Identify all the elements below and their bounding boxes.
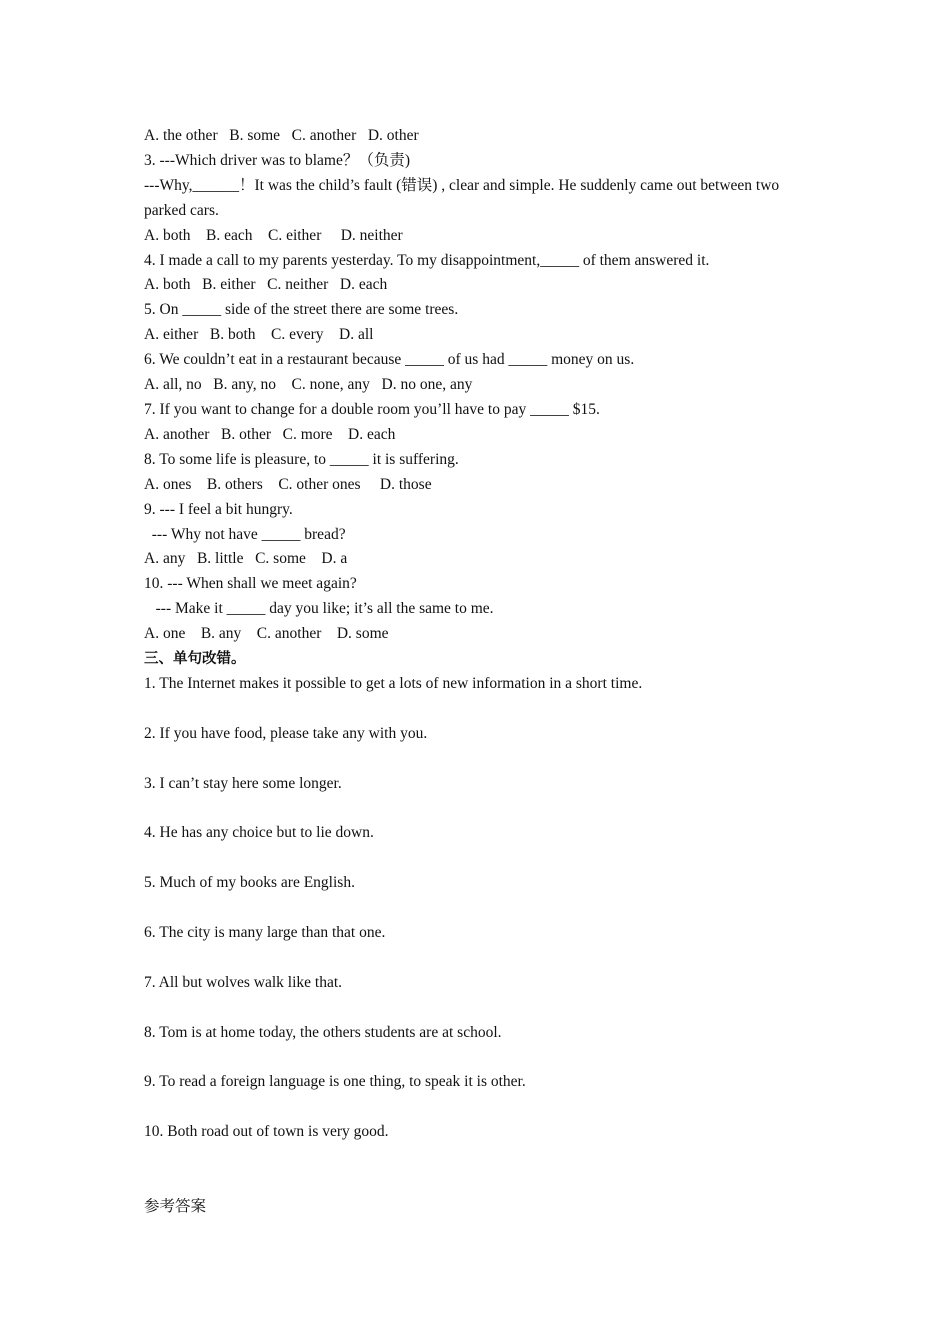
question-line: 5. On _____ side of the street there are some trees. — [144, 301, 459, 319]
answer-gap — [144, 846, 814, 871]
answer-gap — [144, 946, 814, 971]
options-line: A. one B. any C. another D. some — [144, 625, 389, 643]
answer-gap — [144, 1095, 814, 1120]
correction-item: 1. The Internet makes it possible to get a lots of new information in a short time. — [144, 674, 643, 692]
question-line: 3. ---Which driver was to blame？（负责) — [144, 151, 411, 169]
question-line: 8. To some life is pleasure, to _____ it is suffering. — [144, 450, 459, 468]
question-line: ---Why,______！It was the child’s fault (错误) , clear and simple. He suddenly came out between two parked cars. — [144, 176, 784, 219]
correction-item: 5. Much of my books are English. — [144, 874, 355, 892]
correction-item: 10. Both road out of town is very good. — [144, 1123, 389, 1141]
correction-item: 3. I can’t stay here some longer. — [144, 774, 342, 792]
options-line: A. either B. both C. every D. all — [144, 326, 374, 344]
question-line: 6. We couldn’t eat in a restaurant because _____ of us had _____ money on us. — [144, 351, 635, 369]
question-line: 9. --- I feel a bit hungry. — [144, 500, 293, 518]
answer-gap — [144, 896, 814, 921]
options-line: A. any B. little C. some D. a — [144, 550, 348, 568]
question-line: 4. I made a call to my parents yesterday. To my disappointment,_____ of them answered it. — [144, 251, 710, 269]
correction-item: 6. The city is many large than that one. — [144, 923, 386, 941]
answer-gap — [144, 996, 814, 1021]
options-line: A. another B. other C. more D. each — [144, 425, 396, 443]
answer-gap — [144, 796, 814, 821]
answer-key-title: 参考答案 — [144, 1198, 207, 1215]
correction-item: 8. Tom is at home today, the others students are at school. — [144, 1023, 502, 1041]
options-line: A. both B. each C. either D. neither — [144, 226, 403, 244]
answer-gap — [144, 697, 814, 722]
document-content — [144, 124, 814, 1145]
answer-gap — [144, 747, 814, 772]
question-line: 7. If you want to change for a double room you’ll have to pay _____ $15. — [144, 400, 600, 418]
question-line: 10. --- When shall we meet again? — [144, 575, 357, 593]
options-line: A. the other B. some C. another D. other — [144, 127, 419, 144]
question-line: --- Why not have _____ bread? — [144, 525, 346, 543]
section-heading: 三、单句改错。 — [144, 651, 246, 668]
options-line: A. all, no B. any, no C. none, any D. no one, any — [144, 376, 473, 394]
correction-item: 9. To read a foreign language is one thing, to speak it is other. — [144, 1073, 526, 1091]
correction-item: 4. He has any choice but to lie down. — [144, 824, 374, 842]
options-line: A. both B. either C. neither D. each — [144, 276, 388, 294]
correction-item: 7. All but wolves walk like that. — [144, 973, 343, 991]
correction-item: 2. If you have food, please take any with you. — [144, 724, 428, 742]
options-line: A. ones B. others C. other ones D. those — [144, 475, 432, 493]
question-line: --- Make it _____ day you like; it’s all the same to me. — [144, 600, 494, 618]
answer-gap — [144, 1045, 814, 1070]
